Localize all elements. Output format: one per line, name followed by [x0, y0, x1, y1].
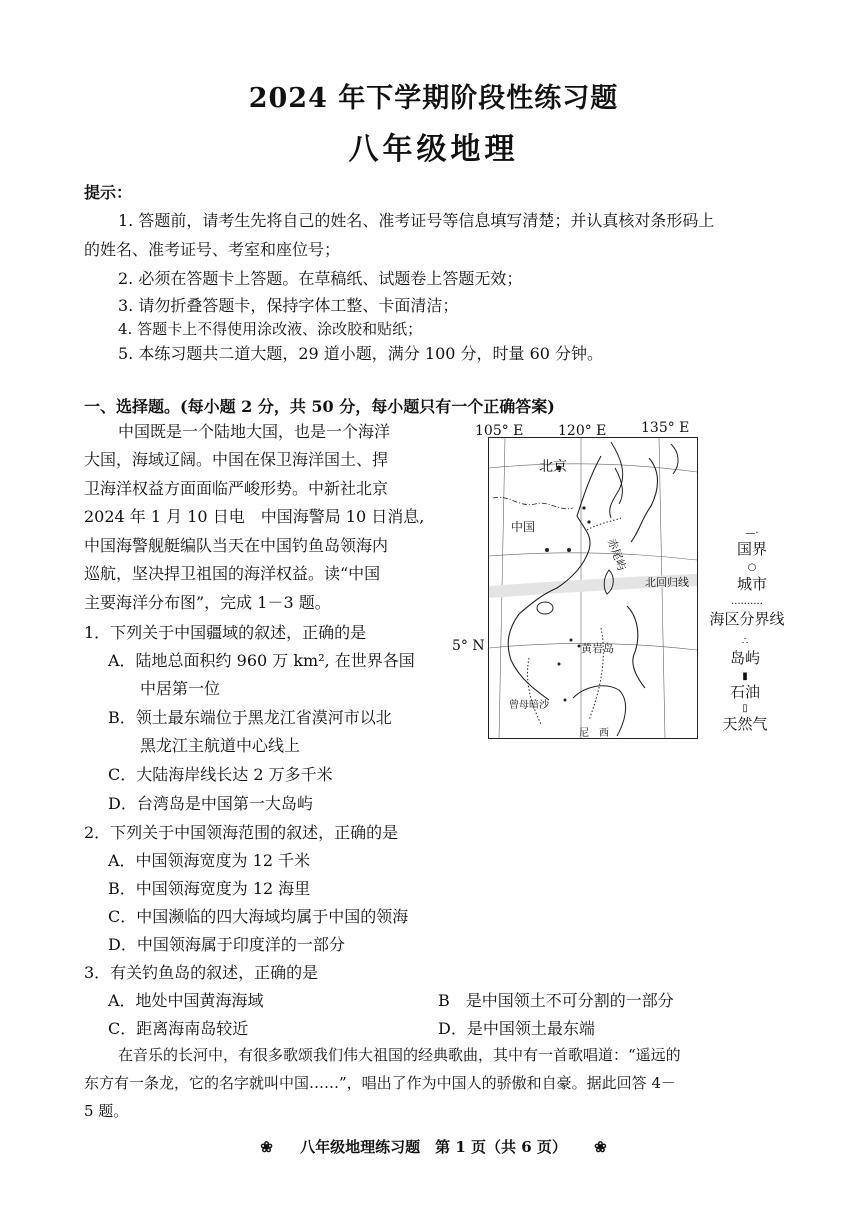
legend-oil-label: 石油 — [729, 683, 760, 701]
legend-oil-symbol: ▮ — [742, 671, 748, 682]
q1-option-b-cont: 黑龙江主航道中心线上 — [140, 736, 301, 755]
passage2-line-1: 在音乐的长河中，有很多歌颂我们伟大祖国的经典歌曲，其中有一首歌唱道：“遥远的 — [118, 1046, 681, 1064]
q3-option-c: C．距离海南岛较近 — [108, 1019, 249, 1038]
tips-heading: 提示： — [84, 183, 133, 202]
q1-option-b: B．领土最东端位于黑龙江省漠河市以北 — [108, 708, 392, 727]
section-heading: 一、选择题。(每小题 2 分，共 50 分，每小题只有一个正确答案) — [84, 397, 555, 416]
legend-city — [722, 563, 782, 594]
legend-island-symbol: ∴ — [741, 636, 749, 647]
q2-option-d: D．中国领海属于印度洋的一部分 — [108, 935, 345, 954]
q3-option-a: A．地处中国黄海海域 — [108, 991, 264, 1010]
legend-city-label: 城市 — [736, 575, 767, 593]
q2-option-b: B．中国领海宽度为 12 海里 — [108, 879, 311, 898]
tip-item-1-cont: 的姓名、准考证号、考室和座位号； — [84, 240, 341, 259]
passage-line-1: 中国既是一个陆地大国，也是一个海洋 — [118, 422, 391, 441]
q2-option-c: C．中国濒临的四大海域均属于中国的领海 — [108, 907, 409, 926]
q2-option-a: A．中国领海宽度为 12 千米 — [108, 851, 311, 870]
legend-gas — [712, 705, 778, 734]
legend-gas-label: 天然气 — [722, 715, 768, 733]
q2-stem: 2．下列关于中国领海范围的叙述，正确的是 — [84, 823, 399, 842]
map-lon-105: 105° E — [475, 423, 524, 439]
exam-subtitle: 八年级地理 — [348, 132, 519, 167]
legend-oil — [715, 673, 775, 702]
map-label-china: 中国 — [511, 520, 536, 534]
map-label-huangyan: 黄岩岛 — [581, 642, 614, 655]
passage-line-4: 2024 年 1 月 10 日电 中国海警局 10 日消息, — [84, 507, 425, 526]
footer-ornament-right-icon: ❀ — [594, 1138, 607, 1156]
exam-title: 2024 年下学期阶段性练习题 — [248, 83, 619, 114]
map-lon-135: 135° E — [641, 420, 690, 436]
legend-city-symbol: ○ — [747, 562, 757, 573]
q3-option-d: D．是中国领土最东端 — [438, 1019, 595, 1038]
footer-ornament-left-icon: ❀ — [260, 1138, 273, 1156]
passage-line-5: 中国海警舰艇编队当天在中国钓鱼岛领海内 — [84, 536, 389, 555]
legend-border-label: 国界 — [736, 540, 767, 558]
q1-option-a: A．陆地总面积约 960 万 km², 在世界各国 — [108, 651, 415, 670]
legend-sea-boundary-label: 海区分界线 — [709, 610, 785, 628]
tip-item-3: 3. 请勿折叠答题卡，保持字体工整、卡面清洁； — [118, 296, 459, 315]
q1-option-c: C．大陆海岸线长达 2 万多千米 — [108, 765, 333, 784]
legend-sea-boundary — [704, 599, 790, 629]
legend-island — [715, 637, 775, 668]
legend-border — [722, 530, 782, 559]
tip-item-1: 1. 答题前，请考生先将自己的姓名、准考证号等信息填写清楚；并认真核对条形码上 — [118, 211, 715, 230]
map-lat-5n: 5° N — [452, 638, 485, 654]
q1-option-a-cont: 中居第一位 — [140, 679, 221, 698]
map-label-bottom: 曾母暗沙 — [509, 700, 549, 711]
tip-item-2: 2. 必须在答题卡上答题。在草稿纸、试题卷上答题无效； — [118, 269, 523, 288]
passage2-line-2: 东方有一条龙，它的名字就叫中国……”，唱出了作为中国人的骄傲和自豪。据此回答 4－ — [84, 1074, 676, 1092]
legend-border-symbol: —· — [745, 528, 759, 539]
tip-item-5: 5. 本练习题共二道大题，29 道小题，满分 100 分，时量 60 分钟。 — [118, 344, 604, 363]
footer-text: 八年级地理练习题 第 1 页（共 6 页） — [300, 1138, 567, 1156]
q1-option-d: D．台湾岛是中国第一大岛屿 — [108, 794, 313, 813]
legend-island-label: 岛屿 — [729, 649, 760, 667]
passage-line-7: 主要海洋分布图”，完成 1－3 题。 — [84, 593, 331, 612]
passage-line-2: 大国，海域辽阔。中国在保卫海洋国土、捍 — [84, 450, 389, 469]
tip-item-4: 4. 答题卡上不得使用涂改液、涂改胶和贴纸； — [118, 320, 423, 338]
q3-stem: 3．有关钓鱼岛的叙述，正确的是 — [84, 963, 319, 982]
page-footer — [0, 1136, 867, 1157]
legend-gas-symbol: ▯ — [742, 703, 748, 714]
q1-stem: 1．下列关于中国疆域的叙述，正确的是 — [84, 623, 367, 642]
china-ocean-map — [488, 437, 698, 739]
map-label-beijing: 北京 — [539, 459, 567, 475]
legend-sea-boundary-symbol: ·········· — [731, 599, 763, 610]
q3-option-b: B 是中国领土不可分割的一部分 — [438, 991, 674, 1010]
passage-line-6: 巡航，坚决捍卫祖国的海洋权益。读“中国 — [84, 564, 381, 583]
passage2-line-3: 5 题。 — [84, 1102, 129, 1120]
map-label-tropic: 北回归线 — [645, 576, 689, 589]
map-lon-120: 120° E — [558, 423, 607, 439]
map-label-bottom2: 尼 西 — [579, 728, 609, 739]
passage-line-3: 卫海洋权益方面面临严峻形势。中新社北京 — [84, 479, 389, 498]
map-label-diaoyu: 赤尾屿 — [604, 536, 629, 573]
